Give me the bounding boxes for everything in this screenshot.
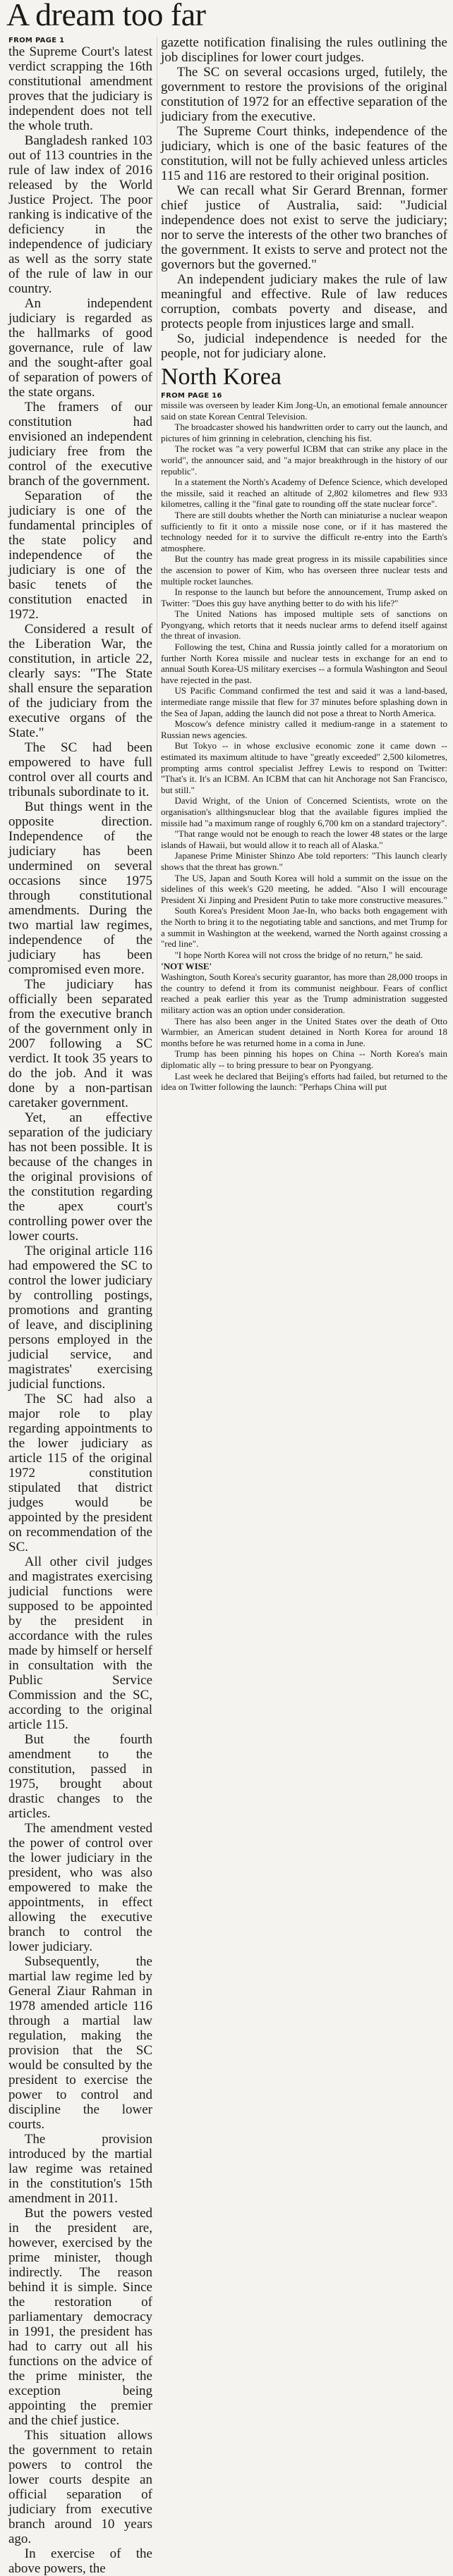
paragraph: Last week he declared that Beijing's efforts had failed, but returned to the idea on Twitter following the launch: "Perhaps China will put	[161, 1070, 447, 1093]
paragraph: The provision introduced by the martial law regime was retained in the constitution's 15th amendment in 2011.	[8, 2132, 152, 2206]
paragraph: But Tokyo -- in whose exclusive economic zone it came down -- estimated its maximum altitude to have "greatly exceeded" 2,500 kilometres, prompting arms control specialist Jeffrey Lewis to respond on Twitter: "That's it. It's an ICBM. An ICBM that can hit Anchorage not San Francisco, but still."	[161, 740, 447, 795]
paragraph: The amendment vested the power of control over the lower judiciary in the president, who was also empowered to make the appointments, in effect allowing the executive branch to control the lower judiciary.	[8, 1821, 152, 1954]
paragraph: Considered a result of the Liberation War, the constitution, in article 22, clearly says: "The State shall ensure the separation of the judiciary from the executive organs of the State."	[8, 622, 152, 740]
paragraph: The broadcaster showed his handwritten order to carry out the launch, and pictures of him grinning in celebration, clenching his fist.	[161, 422, 447, 443]
paragraph: The SC had also a major role to play regarding appointments to the lower judiciary as article 115 of the original 1972 constitution stipulated that district judges would be appointed by the president on recommendation of the SC.	[8, 1392, 152, 1554]
paragraph: In exercise of the above powers, the	[8, 2546, 152, 2576]
paragraph: All other civil judges and magistrates exercising judicial functions were supposed to be appointed by the president in accordance with the rules made by himself or herself in consultation with the Public Service Commission and the SC, according to the original article 115.	[8, 1554, 152, 1732]
paragraph: There has also been anger in the United States over the death of Otto Warmbier, an American student detained in North Korea for around 18 months before he was returned home in a coma in June.	[161, 1015, 447, 1048]
paragraph: In response to the launch but before the announcement, Trump asked on Twitter: "Does this guy have anything better to do with his life?"	[161, 587, 447, 608]
not-wise-subhead: 'NOT WISE'	[161, 961, 212, 972]
paragraph: "That range would not be enough to reach the lower 48 states or the large islands of Hawaii, but would allow it to reach all of Alaska."	[161, 828, 447, 850]
paragraph: Moscow's defence ministry called it medium-range in a statement to Russian news agencies.	[161, 718, 447, 740]
article-body	[8, 44, 152, 2576]
paragraph: Separation of the judiciary is one of the fundamental principles of the state policy and independence of the judiciary is one of the basic tenets of the constitution enacted in 1972.	[8, 489, 152, 622]
paragraph: But things went in the opposite direction. Independence of the judiciary has been undermined on several occasions since 1975 through constitutional amendments. During the two martial law regimes, independence of the judiciary has been compromised even more.	[8, 799, 152, 977]
paragraph: Washington, South Korea's security guarantor, has more than 28,000 troops in the country to defend it from its communist neighbour. Fears of conflict reached a peak earlier this year as the Trump administration suggested military action was an option under consideration.	[161, 971, 447, 1016]
paragraph: We can recall what Sir Gerard Brennan, former chief justice of Australia, said: "Judicial independence does not exist to serve the judiciary; nor to serve the interests of the other two branches of the government. It exists to serve and protect not the governors but the governed."	[161, 183, 447, 272]
headline: A dream too far	[6, 0, 206, 32]
paragraph: The judiciary has officially been separated from the executive branch of the government only in 2007 following a SC verdict. It took 35 years to do the job. And it was done by a non-partisan caretaker government.	[8, 977, 152, 1110]
paragraph: Bangladesh ranked 103 out of 113 countries in the rule of law index of 2016 released by the World Justice Project. The poor ranking is indicative of the deficiency in the independence of judiciary as well as the sorry state of the rule of law in our country.	[8, 133, 152, 296]
right-column	[161, 35, 447, 1619]
article-continuation	[161, 35, 447, 361]
paragraph: Yet, an effective separation of the judiciary has not been possible. It is because of the changes in the original provisions of the constitution regarding the apex court's controlling power over the lower courts.	[8, 1110, 152, 1244]
paragraph: South Korea's President Moon Jae-In, who backs both engagement with the North to bring it to the negotiating table and sanctions, and met Trump for a summit in Washington at the weekend, warned the North against crossing a "red line".	[161, 905, 447, 950]
paragraph: The United Nations has imposed multiple sets of sanctions on Pyongyang, which retorts that it needs nuclear arms to defend itself against the threat of invasion.	[161, 608, 447, 642]
paragraph: But the country has made great progress in its missile capabilities since the ascension to power of Kim, who has overseen three nuclear tests and multiple rocket launches.	[161, 553, 447, 587]
paragraph: So, judicial independence is needed for the people, not for judiciary alone.	[161, 331, 447, 361]
from-page-16-kicker: FROM PAGE 16	[161, 392, 222, 400]
north-korea-headline: North Korea	[161, 364, 282, 390]
paragraph: But the powers vested in the president are, however, exercised by the prime minister, though indirectly. The reason behind it is simple. Since the restoration of parliamentary democracy in 1991, the president has had to carry out all his functions on the advice of the prime minister, the exception being appointing the premier and the chief justice.	[8, 2206, 152, 2428]
paragraph: The rocket was "a very powerful ICBM that can strike any place in the world", the announcer said, and "a major breakthrough in the history of our republic".	[161, 443, 447, 477]
paragraph: "I hope North Korea will not cross the bridge of no return," he said.	[174, 949, 423, 960]
paragraph: This situation allows the government to retain powers to control the lower courts despite an official separation of judiciary from executive branch around 10 years ago.	[8, 2428, 152, 2546]
paragraph: But the fourth amendment to the constitution, passed in 1975, brought about drastic changes to the articles.	[8, 1732, 152, 1821]
paragraph: The SC had been empowered to have full control over all courts and tribunals subordinate to it.	[8, 740, 152, 799]
north-korea-body	[161, 400, 447, 960]
paragraph: Trump has been pinning his hopes on China -- North Korea's main diplomatic ally -- to bring pressure to bear on Pyongyang.	[161, 1048, 447, 1071]
paragraph: The Supreme Court thinks, independence of the judiciary, which is one of the basic features of the constitution, will not be fully achieved unless articles 115 and 116 are restored to their original position.	[161, 124, 447, 183]
paragraph: David Wright, of the Union of Concerned Scientists, wrote on the organisation's allthingsnuclear blog that the available figures implied the missile had "a maximum range of roughly 6,700 km on a standard trajectory".	[161, 795, 447, 828]
paragraph: Japanese Prime Minister Shinzo Abe told reporters: "This launch clearly shows that the threat has grown."	[161, 850, 447, 872]
paragraph: There are still doubts whether the North can miniaturise a nuclear weapon sufficiently to fit it onto a missile nose cone, or if it has mastered the technology needed for it to survive the difficult re-entry into the Earth's atmosphere.	[161, 509, 447, 553]
paragraph: The original article 116 had empowered the SC to control the lower judiciary by controlling postings, promotions and granting of leave, and disciplining persons employed in the judicial service, and magistrates' exercising judicial functions.	[8, 1244, 152, 1392]
paragraph: gazette notification finalising the rules outlining the job disciplines for lower court judges.	[161, 35, 447, 65]
paragraph: missile was overseen by leader Kim Jong-Un, an emotional female announcer said on state Korean Central Television.	[161, 400, 447, 422]
paragraph: The framers of our constitution had envisioned an independent judiciary free from the control of the executive branch of the government.	[8, 400, 152, 489]
paragraph: An independent judiciary is regarded as the hallmarks of good governance, rule of law and the sought-after goal of separation of powers of the state organs.	[8, 296, 152, 400]
paragraph: the Supreme Court's latest verdict scrapping the 16th constitutional amendment proves that the judiciary is independent does not tell the whole truth.	[8, 44, 152, 133]
left-column	[8, 35, 152, 2576]
paragraph: Following the test, China and Russia jointly called for a moratorium on further North Korea missile and nuclear tests in exchange for an end to annual South Korea-US military exercises -- a formula Washington and Seoul have rejected in the past.	[161, 642, 447, 685]
paragraph: US Pacific Command confirmed the test and said it was a land-based, intermediate range missile that flew for 37 minutes before splashing down in the Sea of Japan, adding the launch did not pose a threat to North America.	[161, 685, 447, 718]
paragraph: The SC on several occasions urged, futilely, the government to restore the provisions of the original constitution of 1972 for an effective separation of the judiciary from the executive.	[161, 65, 447, 124]
paragraph: The US, Japan and South Korea will hold a summit on the issue on the sidelines of this week's G20 meeting, he added. "Also I will encourage President Xi Jinping and President Putin to take more constructive measures."	[161, 872, 447, 905]
paragraph: An independent judiciary makes the rule of law meaningful and effective. Rule of law reduces corruption, combats poverty and disease, and protects people from injustices large and small.	[161, 272, 447, 331]
north-korea-body-continued	[161, 971, 447, 1093]
paragraph: In a statement the North's Academy of Defence Science, which developed the missile, said it reached an altitude of 2,802 kilometres and flew 933 kilometres, calling it the "final gate to rounding off the state nuclear force".	[161, 477, 447, 510]
from-page-kicker: FROM PAGE 1	[8, 37, 65, 44]
paragraph: Subsequently, the martial law regime led by General Ziaur Rahman in 1978 amended article 116 through a martial law regulation, making the provision that the SC would be consulted by the president to exercise the power to control and discipline the lower courts.	[8, 1954, 152, 2132]
